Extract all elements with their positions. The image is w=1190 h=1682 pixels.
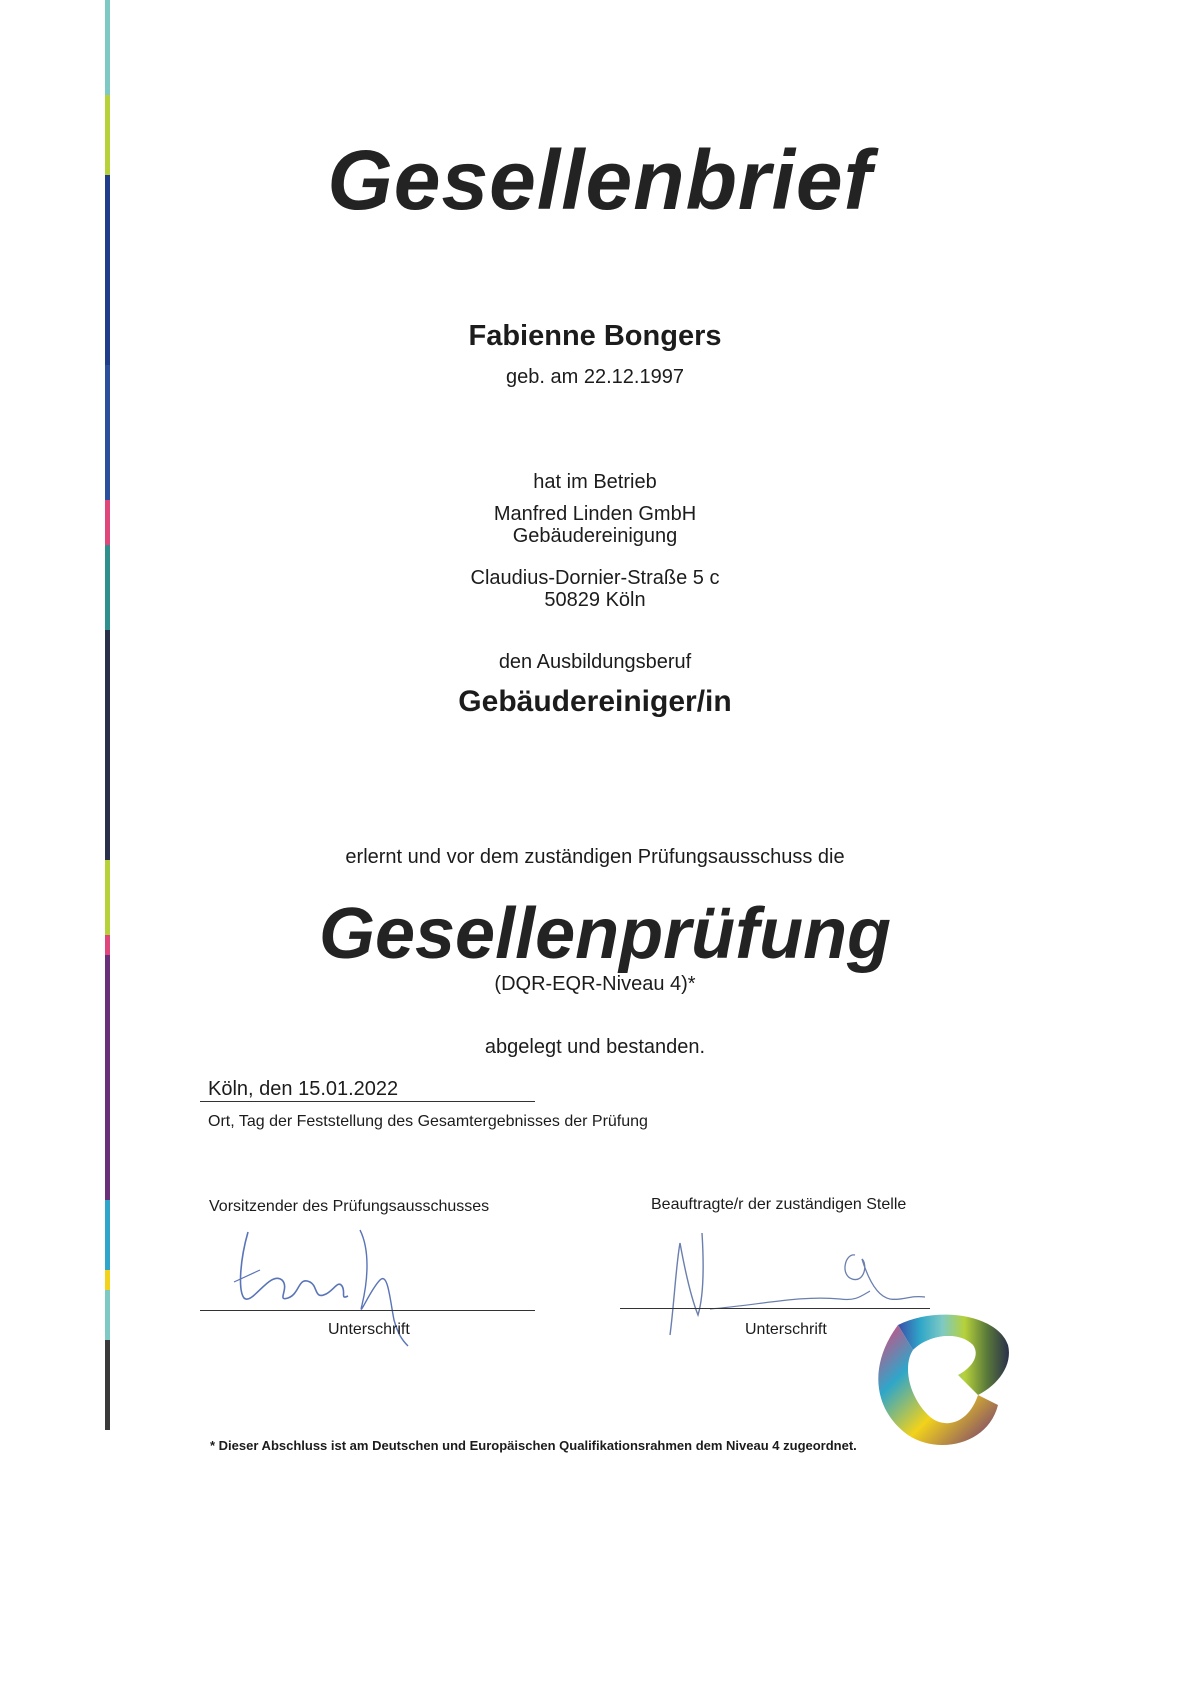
company-trade: Gebäudereinigung bbox=[512, 525, 678, 547]
place-date-line bbox=[200, 1101, 535, 1102]
intro-line: hat im Betrieb bbox=[533, 471, 657, 493]
certificate-title: Gesellenbrief bbox=[327, 133, 873, 227]
signature-left-line bbox=[200, 1310, 535, 1311]
company-city: 50829 Köln bbox=[544, 589, 646, 611]
birth-line: geb. am 22.12.1997 bbox=[506, 366, 684, 388]
holder-name: Fabienne Bongers bbox=[468, 320, 722, 352]
exam-title: Gesellenprüfung bbox=[318, 894, 892, 974]
exam-result: abgelegt und bestanden. bbox=[484, 1036, 706, 1058]
signature-right-caption: Unterschrift bbox=[745, 1321, 827, 1338]
footnote: * Dieser Abschluss ist am Deutschen und Europäischen Qualifikationsrahmen dem Niveau 4 zugeordnet. bbox=[210, 1438, 857, 1453]
qualification-logo bbox=[858, 1305, 1028, 1455]
company-street: Claudius-Dornier-Straße 5 c bbox=[470, 567, 720, 589]
place-date: Köln, den 15.01.2022 bbox=[208, 1078, 399, 1100]
exam-level: (DQR-EQR-Niveau 4)* bbox=[494, 973, 696, 995]
signature-left-caption: Unterschrift bbox=[328, 1321, 410, 1338]
color-stripe bbox=[105, 0, 110, 1550]
place-date-caption: Ort, Tag der Feststellung des Gesamtergebnisses der Prüfung bbox=[208, 1113, 648, 1130]
occupation: Gebäudereiniger/in bbox=[458, 685, 732, 718]
signature-left-role: Vorsitzender des Prüfungsausschusses bbox=[209, 1198, 490, 1215]
company-name: Manfred Linden GmbH bbox=[493, 503, 697, 525]
occupation-intro: den Ausbildungsberuf bbox=[498, 651, 692, 673]
signature-right-role: Beauftragte/r der zuständigen Stelle bbox=[651, 1196, 907, 1213]
exam-intro: erlernt und vor dem zuständigen Prüfungsausschuss die bbox=[345, 846, 845, 868]
